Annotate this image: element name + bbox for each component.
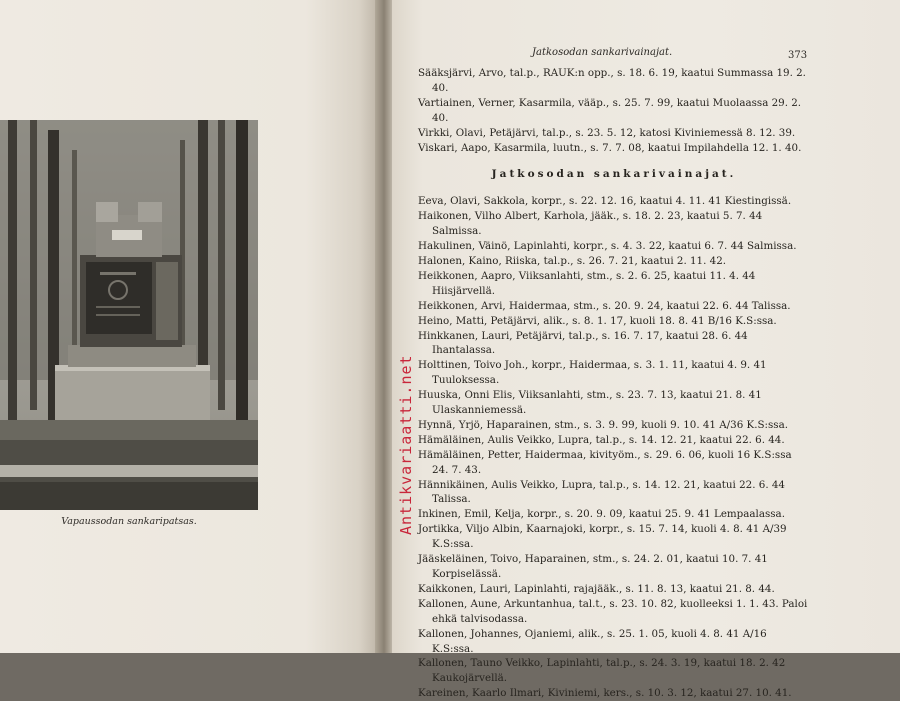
entry: Hämäläinen, Aulis Veikko, Lupra, tal.p., s. 14. 12. 21, kaatui 22. 6. 44. bbox=[418, 433, 785, 446]
entry: Viskari, Aapo, Kasarmila, luutn., s. 7. 7. 08, kaatui Impilahdella 12. 1. 40. bbox=[418, 141, 802, 154]
left-page bbox=[0, 0, 382, 653]
entry: Kallonen, Johannes, Ojaniemi, alik., s. 25. 1. 05, kuoli 4. 8. 41 A/16 K.S:ssa. bbox=[418, 627, 767, 655]
entry: Heikkonen, Aapro, Viiksanlahti, stm., s. 2. 6. 25, kaatui 11. 4. 44 Hiisjärvellä. bbox=[418, 269, 756, 297]
page-number: 373 bbox=[788, 50, 808, 61]
monument-photo-illustration bbox=[0, 120, 258, 510]
entry: Halonen, Kaino, Riiska, tal.p., s. 26. 7. 21, kaatui 2. 11. 42. bbox=[418, 254, 727, 267]
entry: Heino, Matti, Petäjärvi, alik., s. 8. 1. 17, kuoli 18. 8. 41 B/16 K.S:ssa. bbox=[418, 314, 777, 327]
entry: Huuska, Onni Elis, Viiksanlahti, stm., s. 23. 7. 13, kaatui 21. 8. 41 Ulaskanniemessä. bbox=[418, 389, 762, 417]
entry: Virkki, Olavi, Petäjärvi, tal.p., s. 23. 5. 12, katosi Kiviniemessä 8. 12. 39. bbox=[418, 126, 796, 139]
entry: Kallonen, Aune, Arkuntanhua, tal.t., s. 23. 10. 82, kuolleeksi 1. 1. 43. Paloi ehkä talvisodassa. bbox=[418, 597, 808, 625]
entry: Vartiainen, Verner, Kasarmila, vääp., s. 25. 7. 99, kaatui Muolaassa 29. 2. 40. bbox=[418, 96, 802, 124]
entry: Kallonen, Tauno Veikko, Lapinlahti, tal.p., s. 24. 3. 19, kaatui 18. 2. 42 Kaukojärvellä. bbox=[418, 657, 786, 685]
running-header: Jatkosodan sankarivainajat. bbox=[532, 47, 673, 58]
entry: Inkinen, Emil, Kelja, korpr., s. 20. 9. 09, kaatui 25. 9. 41 Lempaalassa. bbox=[418, 508, 785, 521]
entry: Hynnä, Yrjö, Haparainen, stm., s. 3. 9. 99, kuoli 9. 10. 41 A/36 K.S:ssa. bbox=[418, 418, 788, 431]
entry: Haikonen, Vilho Albert, Karhola, jääk., s. 18. 2. 23, kaatui 5. 7. 44 Salmissa. bbox=[418, 210, 763, 238]
entry: Jortikka, Viljo Albin, Kaarnajoki, korpr., s. 15. 7. 14, kuoli 4. 8. 41 A/39 K.S:ssa. bbox=[418, 523, 787, 551]
entry: Hinkkanen, Lauri, Petäjärvi, tal.p., s. 16. 7. 17, kaatui 28. 6. 44 Ihantalassa. bbox=[418, 329, 748, 357]
entry: Kareinen, Kaarlo Ilmari, Kiviniemi, kers., s. 10. 3. 12, kaatui 27. 10. 41. bbox=[418, 687, 792, 700]
photo-caption: Vapaussodan sankaripatsas. bbox=[61, 516, 197, 527]
entry: Sääksjärvi, Arvo, tal.p., RAUK:n opp., s. 18. 6. 19, kaatui Summassa 19. 2. 40. bbox=[418, 67, 806, 94]
entry: Heikkonen, Arvi, Haidermaa, stm., s. 20. 9. 24, kaatui 22. 6. 44 Talissa. bbox=[418, 299, 791, 312]
entry: Eeva, Olavi, Sakkola, korpr., s. 22. 12. 16, kaatui 4. 11. 41 Kiestingissä. bbox=[418, 195, 792, 208]
entry: Holttinen, Toivo Joh., korpr., Haidermaa, s. 3. 1. 11, kaatui 4. 9. 41 Tuuloksessa. bbox=[418, 359, 767, 387]
monument-photo bbox=[0, 120, 258, 510]
watermark: Antikvariaatti.net bbox=[397, 354, 415, 535]
entry-list bbox=[418, 66, 810, 701]
entry: Kaikkonen, Lauri, Lapinlahti, rajajääk., s. 11. 8. 13, kaatui 21. 8. 44. bbox=[418, 582, 775, 595]
section-heading: Jatkosodan sankarivainajat. bbox=[491, 168, 737, 181]
entry: Hännikäinen, Aulis Veikko, Lupra, tal.p., s. 14. 12. 21, kaatui 22. 6. 44 Talissa. bbox=[418, 478, 785, 506]
entry: Jääskeläinen, Toivo, Haparainen, stm., s. 24. 2. 01, kaatui 10. 7. 41 Korpiselässä. bbox=[418, 553, 768, 580]
entry: Hämäläinen, Petter, Haidermaa, kivityöm., s. 29. 6. 06, kuoli 16 K.S:ssa 24. 7. 43. bbox=[418, 448, 792, 476]
entry: Hakulinen, Väinö, Lapinlahti, korpr., s. 4. 3. 22, kaatui 6. 7. 44 Salmissa. bbox=[418, 240, 797, 253]
